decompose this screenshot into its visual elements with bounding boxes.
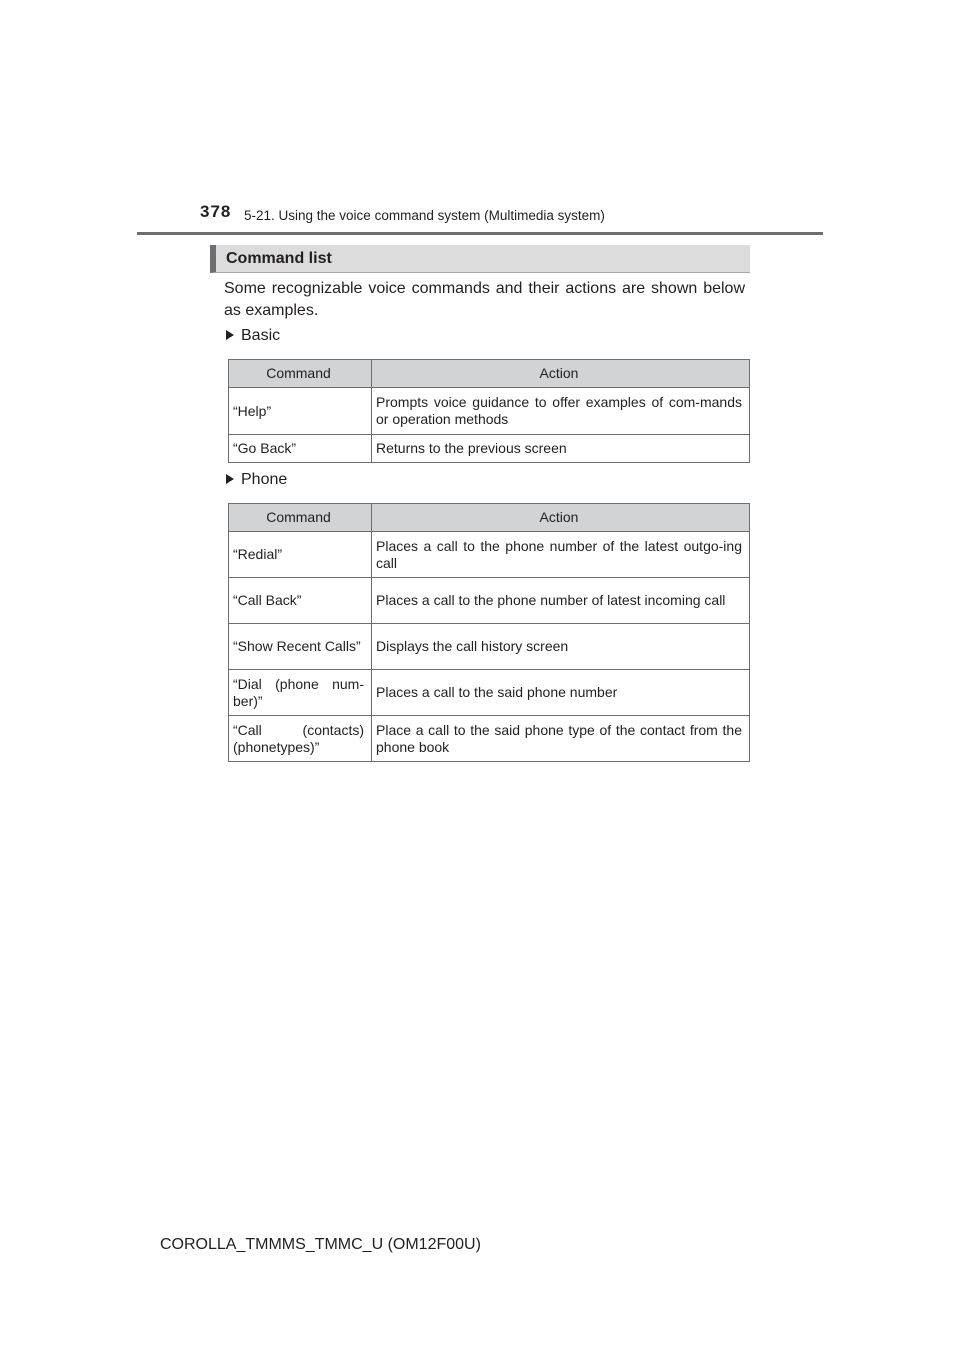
subsection-basic (226, 327, 280, 345)
table-row (229, 388, 750, 435)
triangle-bullet-icon (226, 330, 234, 340)
phone-commands-table (228, 503, 750, 762)
column-header: Action (372, 504, 750, 532)
command-cell: “Go Back” (229, 435, 372, 463)
action-cell: Place a call to the said phone type of the contact from the phone book (372, 716, 750, 762)
action-cell: Returns to the previous screen (372, 435, 750, 463)
action-cell: Places a call to the said phone number (372, 670, 750, 716)
command-cell: “Show Recent Calls” (229, 624, 372, 670)
table-header-row (229, 360, 750, 388)
intro-paragraph: Some recognizable voice commands and their actions are shown below as examples. (224, 280, 745, 319)
column-header: Command (229, 360, 372, 388)
header-rule (137, 232, 823, 235)
table-row (229, 716, 750, 762)
table-row (229, 624, 750, 670)
action-cell: Places a call to the phone number of the latest outgo-ing call (372, 532, 750, 578)
command-cell: “Help” (229, 388, 372, 435)
table-row (229, 435, 750, 463)
action-cell: Prompts voice guidance to offer examples of com-mands or operation methods (372, 388, 750, 435)
subsection-label: Basic (241, 327, 281, 344)
triangle-bullet-icon (226, 474, 234, 484)
command-cell: “Dial (phone num-ber)” (229, 670, 372, 716)
action-cell: Displays the call history screen (372, 624, 750, 670)
column-header: Command (229, 504, 372, 532)
basic-commands-table (228, 359, 750, 463)
table-row (229, 578, 750, 624)
heading-text: Command list (226, 250, 332, 267)
table-row (229, 670, 750, 716)
column-header: Action (372, 360, 750, 388)
table-row (229, 532, 750, 578)
section-title: 5-21. Using the voice command system (Multimedia system) (244, 208, 605, 223)
command-cell: “Call Back” (229, 578, 372, 624)
page-number: 378 (200, 202, 232, 221)
command-cell: “Call (contacts) (phonetypes)” (229, 716, 372, 762)
subsection-label: Phone (241, 471, 288, 488)
table-header-row (229, 504, 750, 532)
command-list-heading (210, 245, 750, 273)
command-cell: “Redial” (229, 532, 372, 578)
document-footer: COROLLA_TMMMS_TMMC_U (OM12F00U) (160, 1236, 481, 1253)
action-cell: Places a call to the phone number of latest incoming call (372, 578, 750, 624)
subsection-phone (226, 471, 287, 489)
